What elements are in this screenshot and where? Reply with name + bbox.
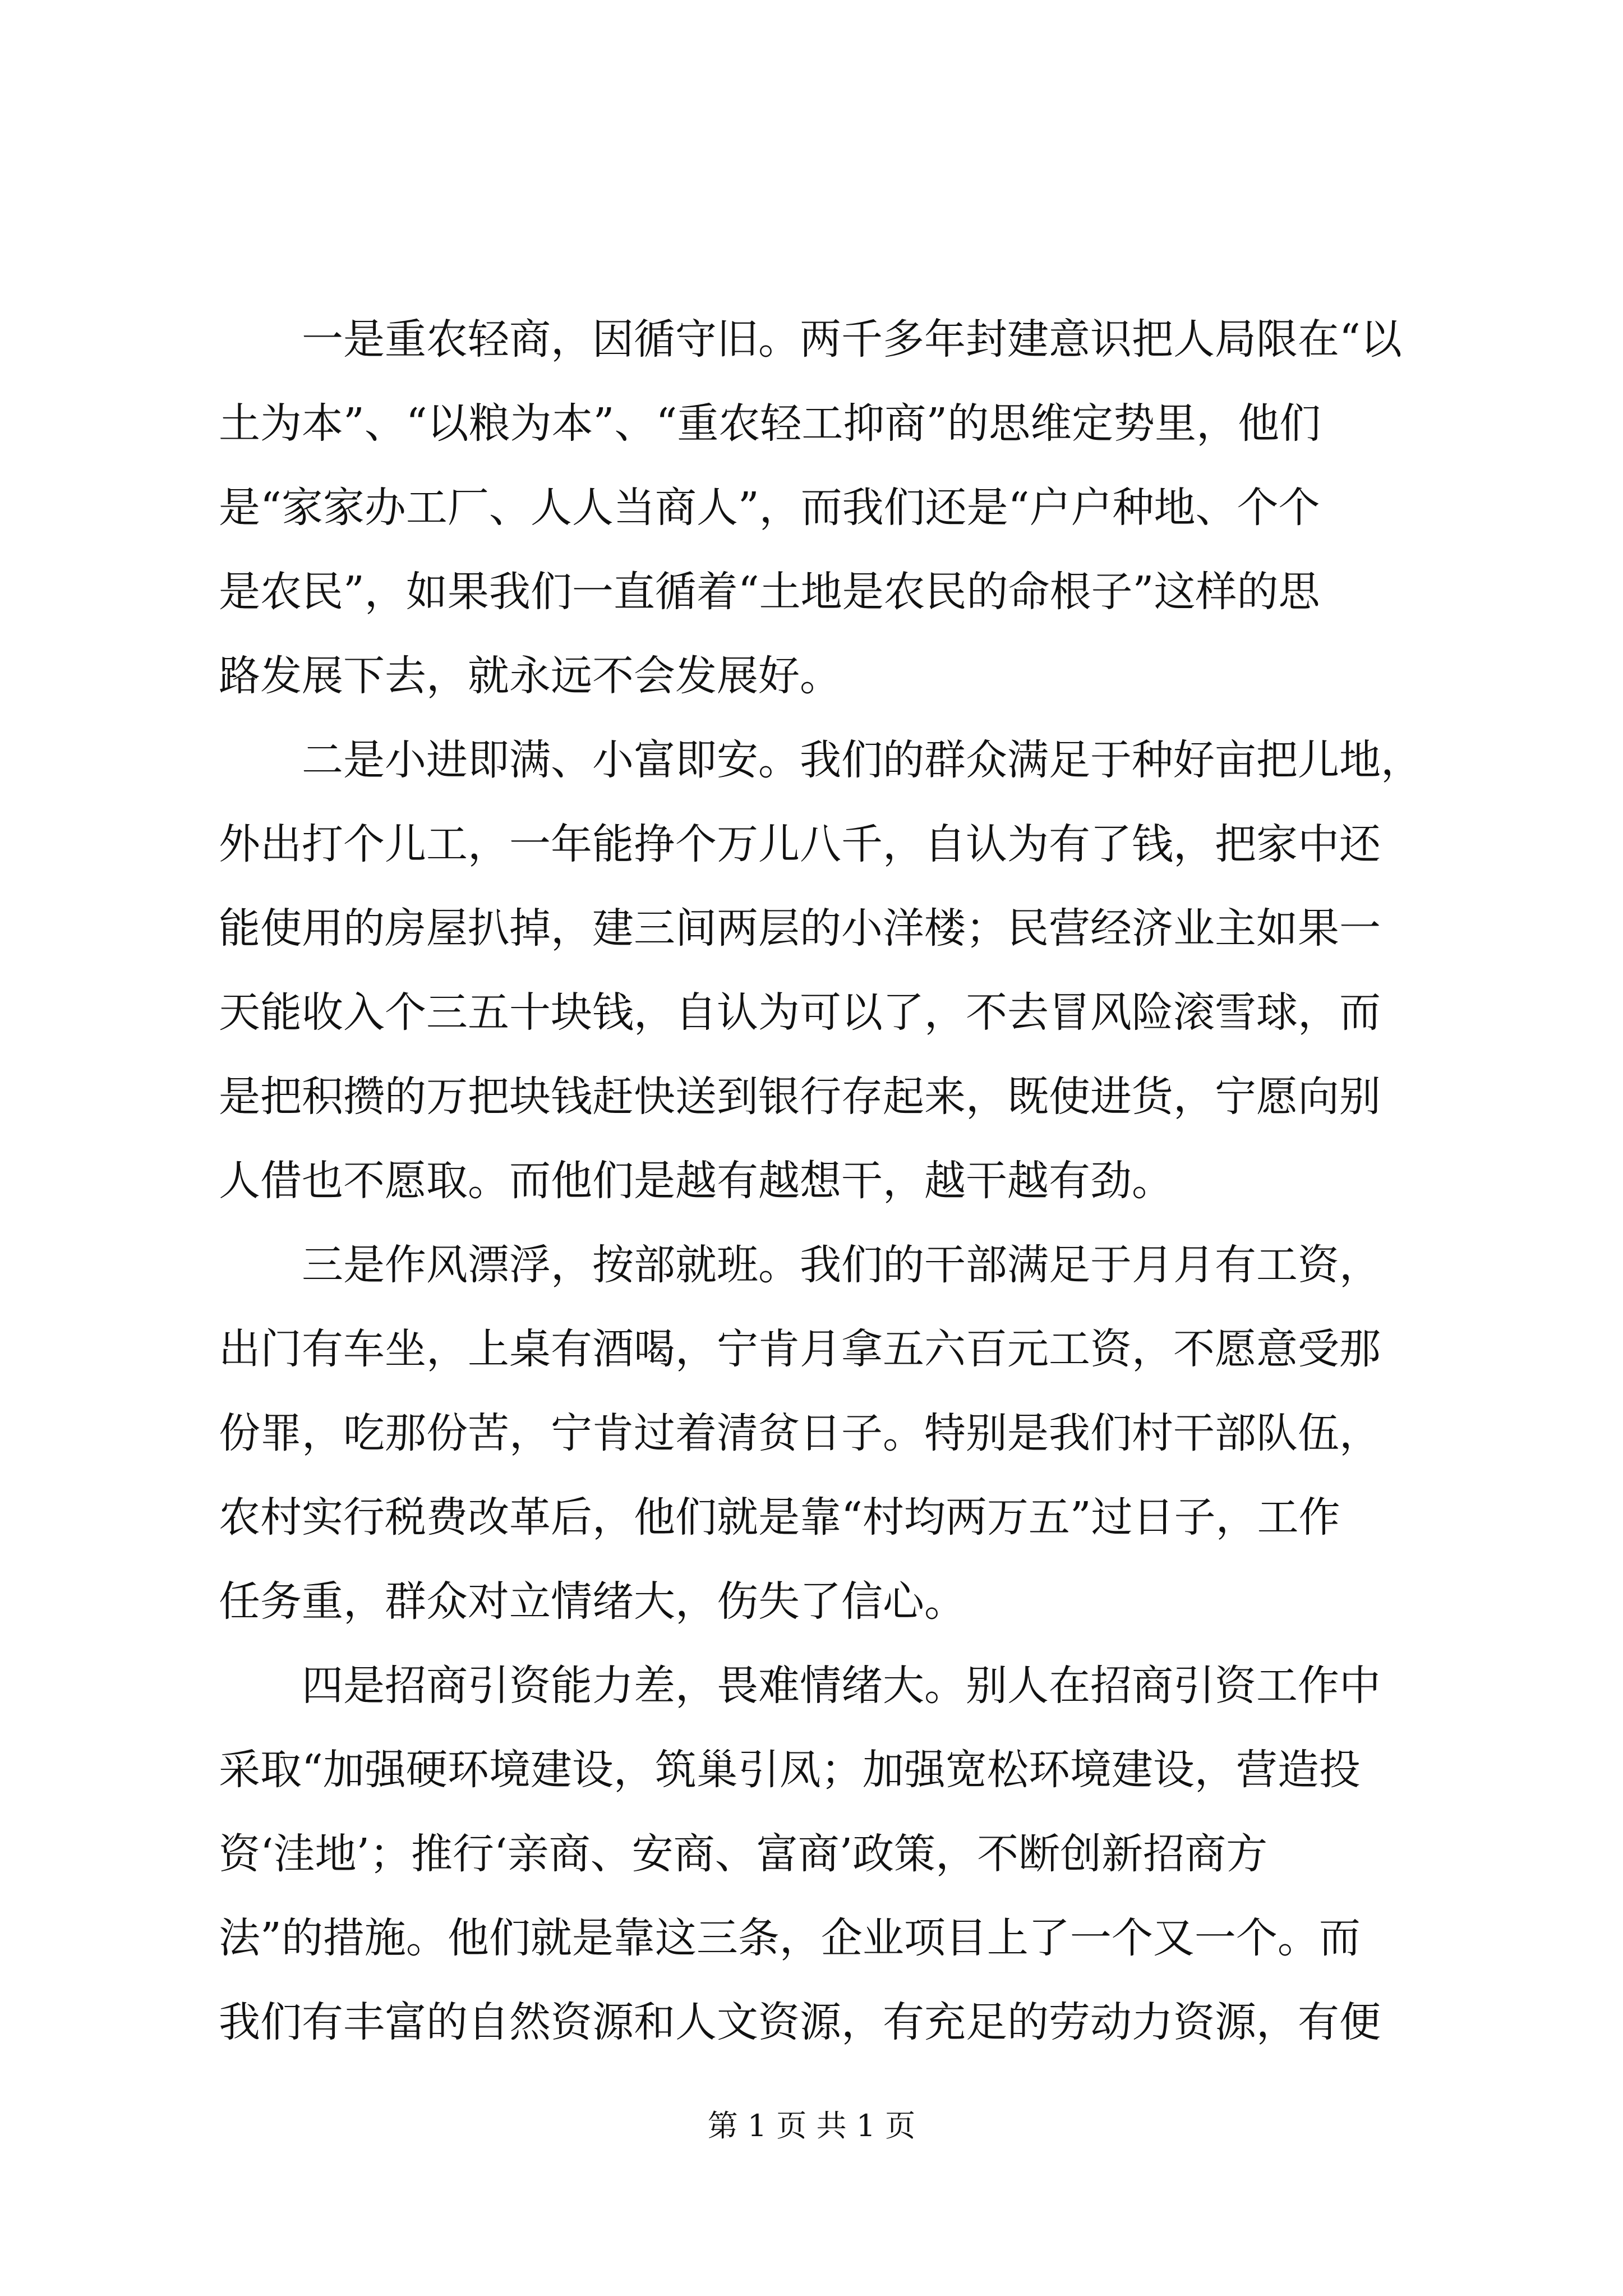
paragraph-2-line-6: 人借也不愿取。而他们是越有越想干，越干越有劲。 [219,1157,1173,1205]
paragraph-1-line-4: 是农民”，如果我们一直循着“土地是农民的命根子”这样的思 [219,568,1320,616]
paragraph-2-line-4: 天能收入个三五十块钱，自认为可以了，不去冒风险滚雪球，而 [219,988,1381,1037]
paragraph-2-line-5: 是把积攒的万把块钱赶快送到银行存起来，既使进货，宁愿向别 [219,1073,1381,1121]
paragraph-4-line-3: 资‘洼地’；推行‘亲商、安商、富商’政策，不断创新招商方 [219,1830,1268,1878]
paragraph-2-line-1: 二是小进即满、小富即安。我们的群众满足于种好亩把儿地， [302,736,1422,784]
paragraph-1-line-3: 是“家家办工厂、人人当商人”，而我们还是“户户种地、个个 [219,484,1320,532]
paragraph-1-line-1: 一是重农轻商，因循守旧。两千多年封建意识把人局限在“以 [302,315,1402,364]
paragraph-4-line-4: 法”的措施。他们就是靠这三条，企业项目上了一个又一个。而 [219,1914,1361,1962]
paragraph-1-line-2: 土为本”、“以粮为本”、“重农轻工抑商”的思维定势里，他们 [219,399,1321,448]
paragraph-4-line-2: 采取“加强硬环境建设，筑巢引凤；加强宽松环境建设，营造投 [219,1746,1361,1794]
paragraph-4-line-1: 四是招商引资能力差，畏难情绪大。别人在招商引资工作中 [302,1662,1381,1710]
paragraph-3-line-1: 三是作风漂浮，按部就班。我们的干部满足于月月有工资， [302,1241,1381,1289]
paragraph-2-line-2: 外出打个儿工，一年能挣个万儿八千，自认为有了钱，把家中还 [219,820,1381,868]
paragraph-3-line-2: 出门有车坐，上桌有酒喝，宁肯月拿五六百元工资，不愿意受那 [219,1325,1381,1373]
page-number-footer: 第 1 页 共 1 页 [707,2108,916,2143]
paragraph-1-line-5: 路发展下去，就永远不会发展好。 [219,652,841,700]
paragraph-3-line-3: 份罪，吃那份苦，宁肯过着清贫日子。特别是我们村干部队伍， [219,1409,1381,1457]
paragraph-4-line-5: 我们有丰富的自然资源和人文资源，有充足的劳动力资源，有便 [219,1998,1381,2046]
paragraph-3-line-4: 农村实行税费改革后，他们就是靠“村均两万五”过日子，工作 [219,1493,1340,1542]
paragraph-2-line-3: 能使用的房屋扒掉，建三间两层的小洋楼；民营经济业主如果一 [219,904,1381,953]
paragraph-3-line-5: 任务重，群众对立情绪大，伤失了信心。 [219,1577,966,1626]
